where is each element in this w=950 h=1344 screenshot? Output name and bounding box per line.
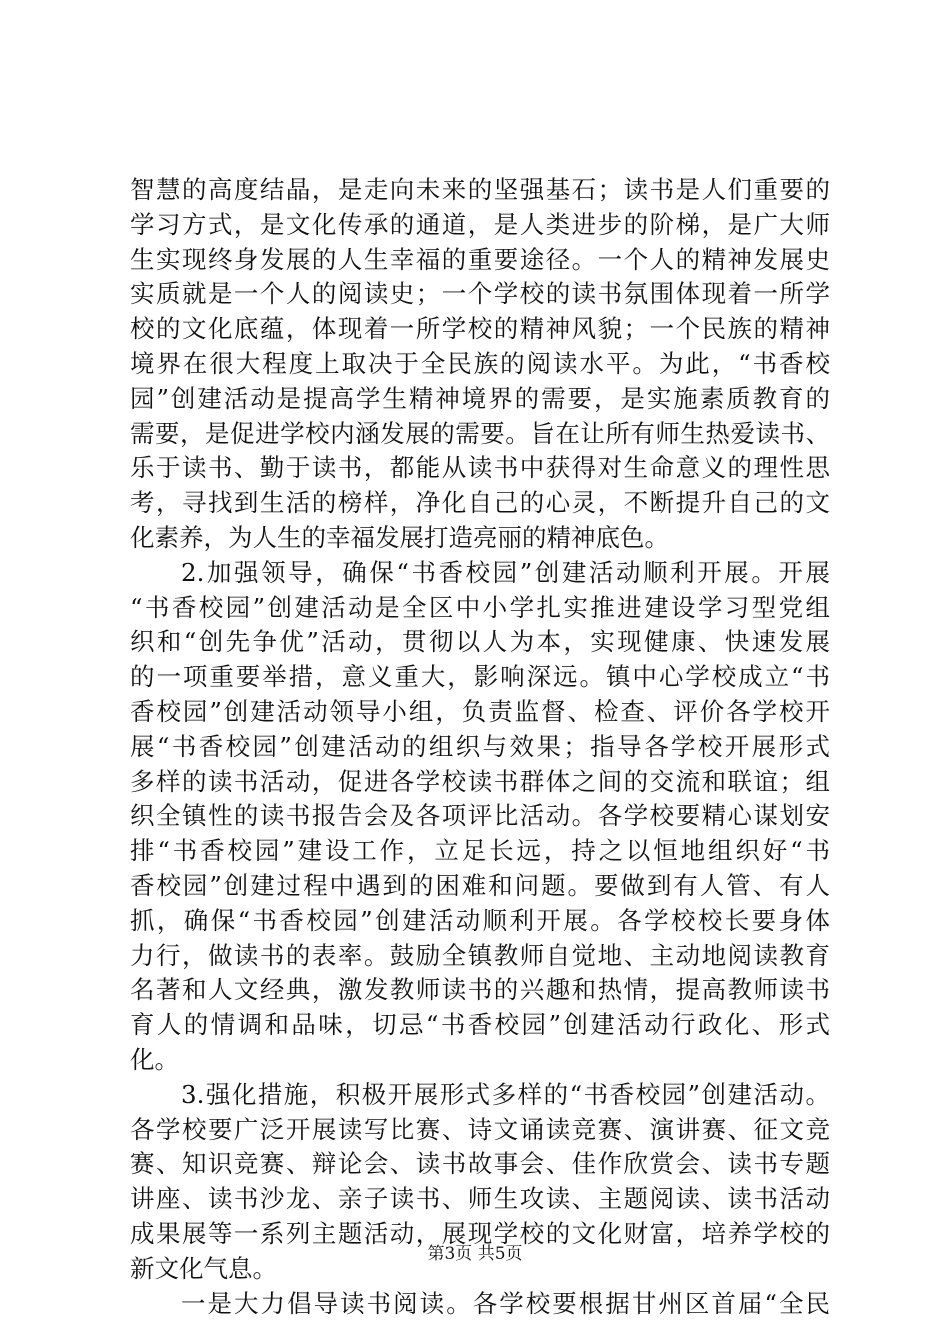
text-line: 力行，做读书的表率。鼓励全镇教师自觉地、主动地阅读教育	[130, 940, 830, 970]
text-line: 境界在很大程度上取决于全民族的阅读水平。为此，“书香校	[130, 348, 830, 378]
text-line: 乐于读书、勤于读书，都能从读书中获得对生命意义的理性思	[130, 453, 830, 483]
text-line: 实质就是一个人的阅读史；一个学校的读书氛围体现着一所学	[130, 279, 830, 309]
page-footer: 第3页 共5页	[427, 1244, 523, 1264]
text-line: 育人的情调和品味，切忌“书香校园”创建活动行政化、形式	[130, 1010, 830, 1040]
document-body	[130, 173, 830, 1321]
text-line: 香校园”创建过程中遇到的困难和问题。要做到有人管、有人	[130, 870, 830, 900]
text-line: 香校园”创建活动领导小组，负责监督、检查、评价各学校开	[130, 696, 830, 726]
text-line: 赛、知识竞赛、辩论会、读书故事会、佳作欣赏会、读书专题	[130, 1149, 830, 1179]
text-line: 化。	[130, 1044, 179, 1074]
text-line: 2.加强领导，确保“书香校园”创建活动顺利开展。开展	[181, 557, 830, 587]
text-line: 新文化气息。	[130, 1253, 277, 1283]
text-line: 园”创建活动是提高学生精神境界的需要，是实施素质教育的	[130, 383, 830, 413]
text-line: 需要，是促进学校内涵发展的需要。旨在让所有师生热爱读书、	[130, 418, 830, 448]
text-line: 展“书香校园”创建活动的组织与效果；指导各学校开展形式	[130, 731, 830, 761]
text-line: 讲座、读书沙龙、亲子读书、师生攻读、主题阅读、读书活动	[130, 1184, 830, 1214]
text-line: 多样的读书活动，促进各学校读书群体之间的交流和联谊；组	[130, 766, 830, 796]
text-line: “书香校园”创建活动是全区中小学扎实推进建设学习型党组	[130, 592, 830, 622]
text-line: 生实现终身发展的人生幸福的重要途径。一个人的精神发展史	[130, 244, 830, 274]
text-line: 一是大力倡导读书阅读。各学校要根据甘州区首届“全民	[181, 1288, 830, 1318]
text-line: 考，寻找到生活的榜样，净化自己的心灵，不断提升自己的文	[130, 488, 830, 518]
text-line: 化素养，为人生的幸福发展打造亮丽的精神底色。	[130, 522, 669, 552]
text-line: 智慧的高度结晶，是走向未来的坚强基石；读书是人们重要的	[130, 175, 830, 204]
text-line: 的一项重要举措，意义重大，影响深远。镇中心学校成立“书	[130, 662, 830, 692]
text-line: 抓，确保“书香校园”创建活动顺利开展。各学校校长要身体	[130, 905, 830, 935]
text-line: 排“书香校园”建设工作，立足长远，持之以恒地组织好“书	[130, 836, 830, 866]
text-line: 名著和人文经典，激发教师读书的兴趣和热情，提高教师读书	[130, 975, 830, 1005]
text-line: 织和“创先争优”活动，贯彻以人为本，实现健康、快速发展	[130, 627, 830, 657]
text-line: 校的文化底蕴，体现着一所学校的精神风貌；一个民族的精神	[130, 314, 830, 344]
text-line: 学习方式，是文化传承的通道，是人类进步的阶梯，是广大师	[130, 209, 830, 239]
text-line: 3.强化措施，积极开展形式多样的“书香校园”创建活动。	[181, 1079, 830, 1109]
text-line: 织全镇性的读书报告会及各项评比活动。各学校要精心谋划安	[130, 801, 830, 831]
text-line: 成果展等一系列主题活动，展现学校的文化财富，培养学校的	[130, 1218, 830, 1248]
text-line: 各学校要广泛开展读写比赛、诗文诵读竞赛、演讲赛、征文竞	[130, 1114, 830, 1144]
